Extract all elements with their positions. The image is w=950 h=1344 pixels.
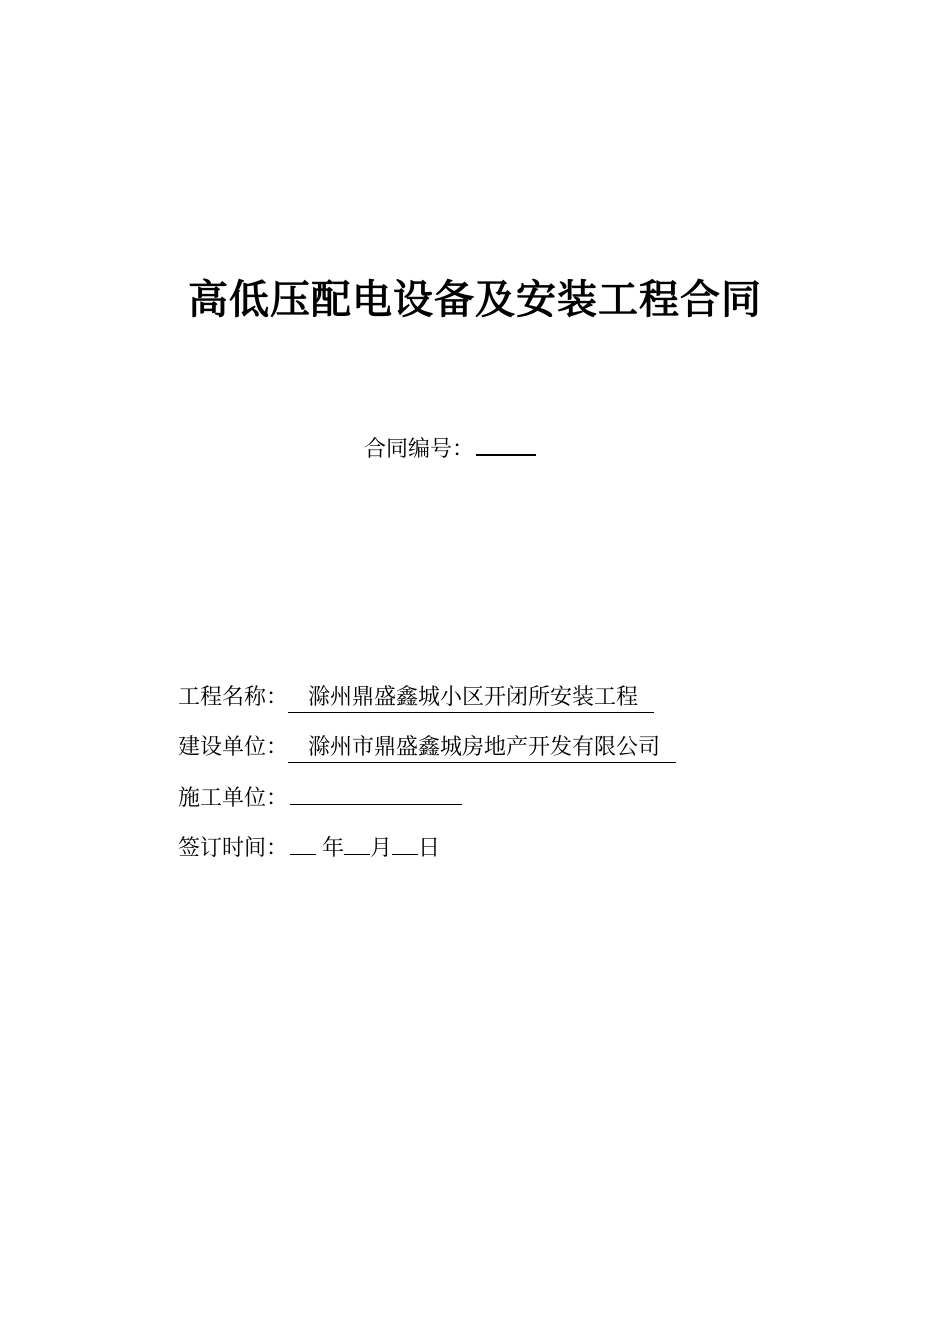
owner-unit-label: 建设单位： (178, 735, 289, 760)
signing-date-label: 签订时间： (178, 836, 289, 861)
project-name-value: 滁州鼎盛鑫城小区开闭所安装工程 (288, 684, 654, 713)
contractor-unit-label: 施工单位： (178, 786, 289, 811)
year-blank (290, 832, 316, 855)
contract-number-blank (476, 436, 536, 456)
contractor-unit-field (178, 782, 462, 815)
year-unit: 年 (322, 836, 345, 861)
owner-unit-value: 滁州市鼎盛鑫城房地产开发有限公司 (288, 734, 676, 763)
project-name-label: 工程名称： (178, 685, 289, 710)
owner-unit-field (178, 732, 676, 764)
document-title: 高低压配电设备及安装工程合同 (188, 276, 762, 323)
day-unit: 日 (418, 836, 441, 861)
day-blank (392, 832, 418, 855)
contract-number-line (364, 434, 536, 466)
month-unit: 月 (370, 836, 393, 861)
contractor-unit-blank (290, 782, 462, 805)
contract-number-label: 合同编号： (364, 437, 475, 462)
month-blank (344, 832, 370, 855)
project-name-field (178, 682, 654, 714)
signing-date-field (178, 832, 440, 865)
